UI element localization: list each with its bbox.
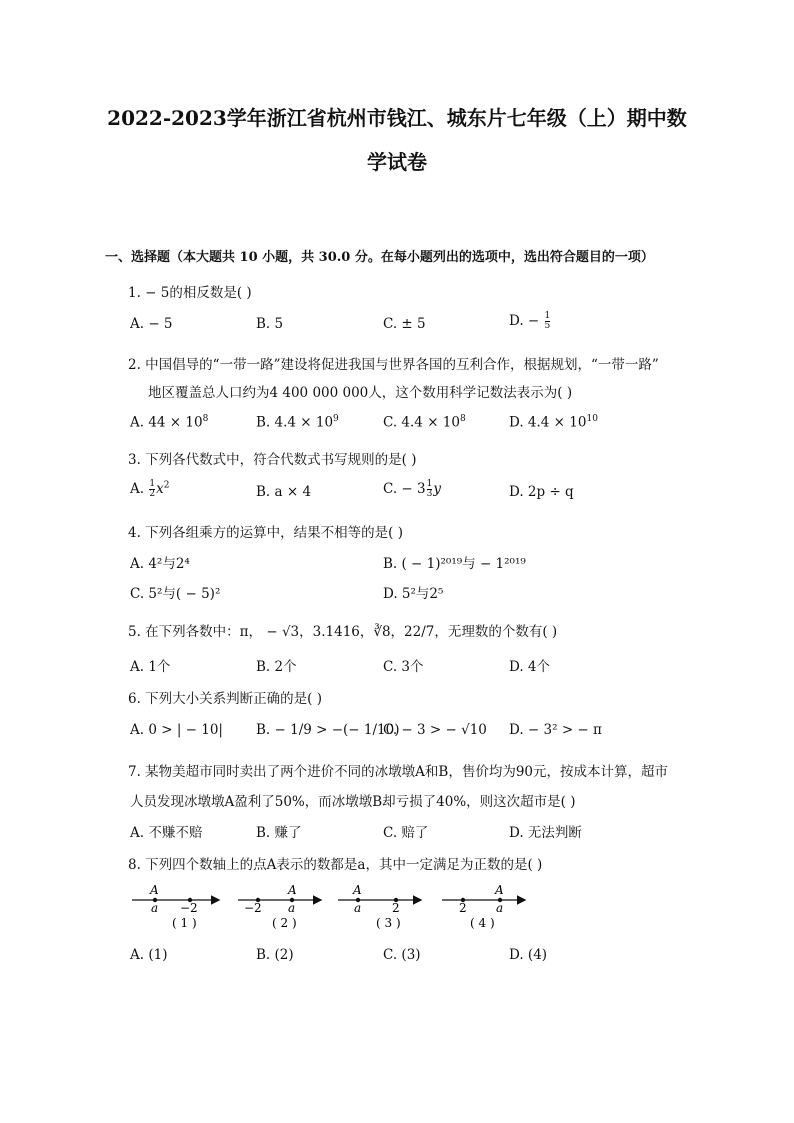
q1-d-num: 1 — [544, 311, 551, 321]
q7-option-d[interactable]: D. 无法判断 — [509, 825, 582, 841]
figure-label: ( 3 ) — [376, 916, 401, 930]
tick-label: 2 — [392, 901, 400, 915]
q1-option-b[interactable]: B. 5 — [256, 316, 284, 332]
q8-option-c[interactable]: C. (3) — [383, 947, 421, 963]
q4-option-b[interactable]: B. ( − 1)²⁰¹⁹与 − 1²⁰¹⁹ — [383, 556, 526, 572]
q4-option-a[interactable]: A. 4²与2⁴ — [130, 556, 190, 572]
q5-option-c[interactable]: C. 3个 — [383, 659, 424, 675]
q3-a-exp: 2 — [163, 480, 170, 491]
section-heading: 一、选择题（本大题共 10 小题，共 30.0 分。在每小题列出的选项中，选出符合题目的一项） — [105, 250, 654, 265]
question-7-stem-line1: 7. 某物美超市同时卖出了两个进价不同的冰墩墩A和B，售价均为90元，按成本计算，超市 — [128, 764, 669, 780]
q3-option-c[interactable] — [383, 480, 441, 499]
page-title-line1: 2022-2023学年浙江省杭州市钱江、城东片七年级（上）期中数 — [107, 106, 687, 130]
q3-option-a[interactable] — [130, 480, 169, 499]
q3-option-d[interactable]: D. 2p ÷ q — [509, 484, 574, 500]
point-a-label: A — [288, 883, 297, 897]
q2-option-c[interactable] — [383, 414, 466, 431]
point-a-var: a — [496, 901, 504, 915]
point-a-var: a — [151, 901, 159, 915]
q7-option-b[interactable]: B. 赚了 — [256, 825, 302, 841]
figure-label: ( 4 ) — [470, 916, 495, 930]
q6-option-b[interactable]: B. − 1/9 > −(− 1/10) — [256, 722, 400, 738]
number-line-2 — [238, 883, 320, 930]
point-a-var: a — [288, 901, 296, 915]
q4-option-d[interactable]: D. 5²与2⁵ — [383, 586, 444, 602]
q3-a-var: x — [156, 481, 164, 497]
question-3-stem: 3. 下列各代数式中，符合代数式书写规则的是( ) — [128, 452, 417, 468]
point-a-label: A — [495, 883, 504, 897]
q2-d-exp: 10 — [586, 414, 598, 424]
q3-option-b[interactable]: B. a × 4 — [256, 484, 312, 500]
tick-label: 2 — [459, 901, 467, 915]
q3-a-fraction — [149, 480, 155, 499]
q1-option-c[interactable]: C. ± 5 — [383, 316, 426, 332]
q2-option-b[interactable] — [256, 414, 339, 431]
question-2-stem-line1: 2. 中国倡导的“一带一路”建设将促进我国与世界各国的互利合作，根据规划，“一带一路” — [128, 357, 659, 373]
number-line-1 — [132, 883, 218, 930]
q1-d-sign: D. − — [509, 313, 540, 329]
q6-option-a[interactable]: A. 0 > | − 10| — [130, 722, 223, 738]
q2-c-text: C. 4.4 × 10 — [383, 414, 460, 431]
q5-option-a[interactable]: A. 1个 — [130, 659, 171, 675]
q3-a-label: A. — [130, 481, 145, 497]
point-a-var: a — [354, 901, 362, 915]
q1-option-a[interactable]: A. − 5 — [130, 316, 173, 332]
number-line-figures — [120, 880, 540, 935]
q1-option-d[interactable] — [509, 312, 551, 331]
q3-c-label: C. − 3 — [383, 481, 426, 497]
q2-b-exp: 9 — [333, 414, 339, 424]
tick-label: −2 — [244, 901, 262, 915]
q3-c-var: y — [433, 481, 441, 497]
question-5-stem: 5. 在下列各数中：π， − √3，3.1416，∛8，22/7，无理数的个数有( ) — [128, 624, 558, 640]
q5-option-d[interactable]: D. 4个 — [509, 659, 551, 675]
q6-option-d[interactable]: D. − 3² > − π — [509, 722, 602, 738]
figure-label: ( 1 ) — [172, 916, 197, 930]
point-a-label: A — [353, 883, 362, 897]
q1-d-fraction — [545, 312, 551, 331]
point-a-label: A — [150, 883, 159, 897]
question-1-stem: 1. − 5的相反数是( ) — [128, 285, 252, 301]
q8-option-a[interactable]: A. (1) — [130, 947, 168, 963]
tick-label: −2 — [180, 901, 198, 915]
q2-c-exp: 8 — [459, 414, 466, 424]
q7-option-c[interactable]: C. 赔了 — [383, 825, 429, 841]
q3-a-den: 2 — [149, 489, 156, 499]
number-line-4 — [442, 883, 524, 930]
q8-option-d[interactable]: D. (4) — [509, 947, 548, 963]
q2-option-d[interactable] — [509, 414, 598, 431]
question-8-stem: 8. 下列四个数轴上的点A表示的数都是a，其中一定满足为正数的是( ) — [128, 857, 543, 873]
q7-option-a[interactable]: A. 不赚不赔 — [130, 825, 203, 841]
q1-d-den: 5 — [544, 321, 551, 331]
q4-option-c[interactable]: C. 5²与( − 5)² — [130, 586, 221, 602]
q3-c-den: 3 — [426, 489, 433, 499]
q3-a-num: 1 — [149, 479, 156, 489]
q2-a-text: A. 44 × 10 — [130, 414, 203, 431]
question-6-stem: 6. 下列大小关系判断正确的是( ) — [128, 691, 322, 707]
q2-a-exp: 8 — [202, 414, 209, 424]
question-2-stem-line2: 地区覆盖总人口约为4 400 000 000人，这个数用科学记数法表示为( ) — [148, 385, 573, 401]
q3-c-num: 1 — [426, 479, 433, 489]
page-title-line2: 学试卷 — [367, 150, 427, 174]
question-4-stem: 4. 下列各组乘方的运算中，结果不相等的是( ) — [128, 525, 403, 541]
number-line-3 — [338, 883, 420, 930]
q6-option-c[interactable]: C. − 3 > − √10 — [383, 722, 487, 738]
q5-option-b[interactable]: B. 2个 — [256, 659, 297, 675]
q2-b-text: B. 4.4 × 10 — [256, 414, 334, 431]
q2-d-text: D. 4.4 × 10 — [509, 414, 587, 431]
question-7-stem-line2: 人员发现冰墩墩A盈利了50%，而冰墩墩B却亏损了40%，则这次超市是( ) — [130, 794, 576, 810]
q3-c-fraction — [427, 480, 433, 499]
figure-label: ( 2 ) — [272, 916, 297, 930]
q2-option-a[interactable] — [130, 414, 208, 431]
q8-option-b[interactable]: B. (2) — [256, 947, 294, 963]
